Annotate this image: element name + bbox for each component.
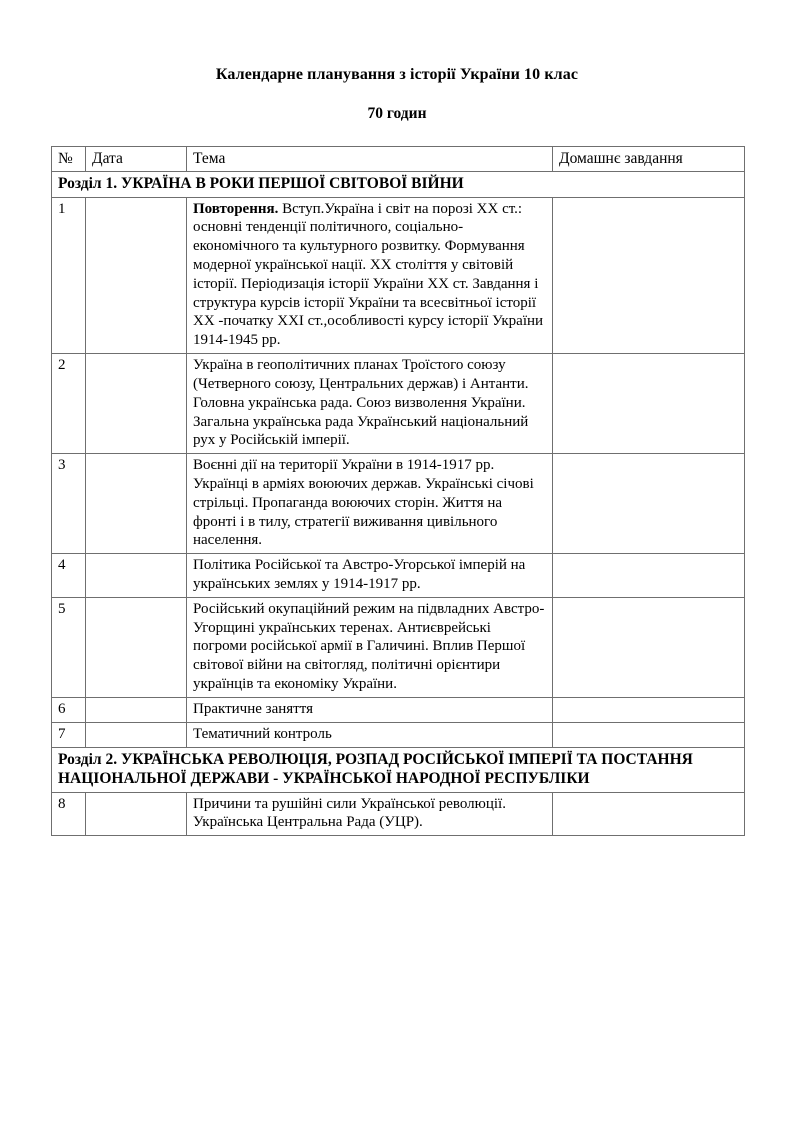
section-heading-row [52,747,745,792]
cell-date[interactable] [86,554,187,598]
cell-homework[interactable] [553,597,745,697]
section-heading-row [52,172,745,198]
cell-theme: Воєнні дії на території України в 1914-1917 рр. Українці в арміях воюючих держав. Українські січові стрільці. Пропаганда воюючих сторін. Життя на фронті і в тилу, стратегії виживання цивільного населення. [187,454,553,554]
theme-text: Вступ.Україна і світ на порозі ХХ ст.: основні тенденції політичного, соціально-економічного та культурного розвитку. Формування модерної української нації. ХХ століття у світовій історії. Періодизація історії України ХХ ст. Завдання і структура курсів історії України та всесвітньої історії ХХ -початку ХХI ст.,особливості курсу історії України 1914-1945 рр. [193,200,544,349]
table-row [52,597,745,697]
cell-theme: Україна в геополітичних планах Троїстого союзу (Четверного союзу, Центральних держав) і Антанти. Головна українська рада. Союз визволення України. Загальна українська рада Український національний рух у Російській імперії. [187,354,553,454]
column-header-homework: Домашнє завдання [553,146,745,171]
cell-lesson-number: 7 [52,722,86,747]
table-row [52,197,745,354]
cell-lesson-number: 2 [52,354,86,454]
cell-lesson-number: 4 [52,554,86,598]
cell-homework[interactable] [553,454,745,554]
cell-homework[interactable] [553,792,745,836]
cell-homework[interactable] [553,354,745,454]
cell-lesson-number: 6 [52,697,86,722]
column-header-theme: Тема [187,146,553,171]
cell-lesson-number: 3 [52,454,86,554]
column-header-date: Дата [86,146,187,171]
cell-date[interactable] [86,597,187,697]
column-header-num: № [52,146,86,171]
cell-homework[interactable] [553,197,745,354]
cell-date[interactable] [86,792,187,836]
cell-date[interactable] [86,197,187,354]
table-row [52,722,745,747]
table-body [52,172,745,836]
table-row [52,697,745,722]
cell-theme: Тематичний контроль [187,722,553,747]
cell-theme [187,197,553,354]
section-heading: Розділ 2. УКРАЇНСЬКА РЕВОЛЮЦІЯ, РОЗПАД РОСІЙСЬКОЇ ІМПЕРІЇ ТА ПОСТАННЯ НАЦІОНАЛЬНОЇ ДЕРЖАВИ - УКРАЇНСЬКОЇ НАРОДНОЇ РЕСПУБЛІКИ [52,747,745,792]
cell-homework[interactable] [553,554,745,598]
cell-theme: Причини та рушійні сили Української революції. Українська Центральна Рада (УЦР). [187,792,553,836]
cell-theme: Російський окупаційний режим на підвладних Австро-Угорщині українських теренах. Антиєврейські погроми російської армії в Галичині. Вплив Першої світової війни на світогляд, політичні орієнтири українців та економіку України. [187,597,553,697]
cell-homework[interactable] [553,722,745,747]
cell-homework[interactable] [553,697,745,722]
cell-date[interactable] [86,354,187,454]
cell-date[interactable] [86,722,187,747]
page-title: Календарне планування з історії України 10 клас [215,66,579,83]
cell-date[interactable] [86,697,187,722]
table-row [52,792,745,836]
cell-theme: Практичне заняття [187,697,553,722]
cell-date[interactable] [86,454,187,554]
page-subtitle: 70 годин [367,104,427,122]
calendar-plan-table [51,146,745,837]
table-header [52,146,745,171]
table-row [52,554,745,598]
section-heading: Розділ 1. УКРАЇНА В РОКИ ПЕРШОЇ СВІТОВОЇ ВІЙНИ [52,172,745,198]
cell-lesson-number: 1 [52,197,86,354]
table-row [52,354,745,454]
table-row [52,454,745,554]
cell-lesson-number: 5 [52,597,86,697]
table-header-row [52,146,745,171]
cell-lesson-number: 8 [52,792,86,836]
cell-theme: Політика Російської та Австро-Угорської імперій на українських землях у 1914-1917 рр. [187,554,553,598]
theme-lead-bold: Повторення. [193,200,279,217]
plan-table-wrapper [0,146,794,837]
